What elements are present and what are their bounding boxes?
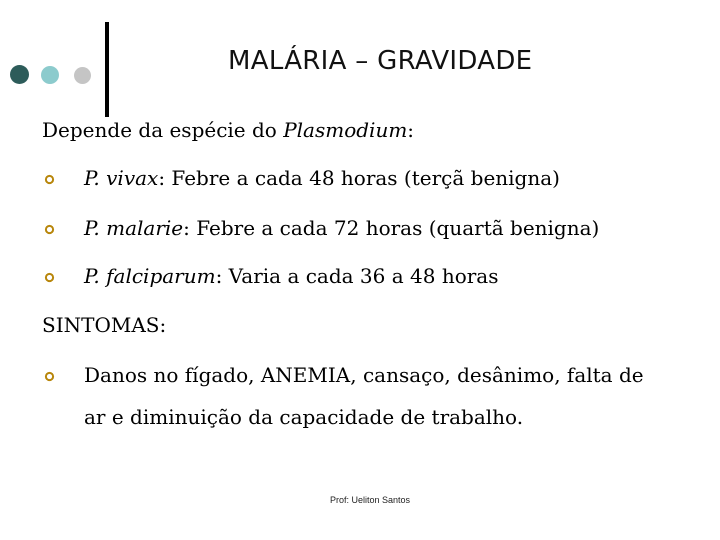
teal-dot-icon	[41, 66, 59, 84]
circle-bullet-icon	[44, 371, 55, 382]
footer-author: Prof: Ueliton Santos	[330, 495, 411, 505]
intro-suffix: :	[407, 118, 415, 142]
species-desc: : Febre a cada 48 horas (terçã benigna)	[158, 166, 560, 190]
species-name: P. falciparum	[84, 264, 216, 288]
intro-italic: Plasmodium	[283, 118, 408, 142]
gray-dot-icon	[74, 67, 91, 84]
circle-bullet-icon	[44, 224, 55, 235]
circle-bullet-icon	[44, 174, 55, 185]
dark-dot-icon	[10, 65, 29, 84]
list-item	[84, 166, 560, 190]
symptom-line-2: ar e diminuição da capacidade de trabalho.	[84, 405, 524, 429]
intro-line	[42, 118, 414, 142]
slide-title: MALÁRIA – GRAVIDADE	[228, 46, 533, 76]
list-item	[84, 264, 499, 288]
species-name: P. vivax	[84, 166, 159, 190]
species-desc: : Febre a cada 72 horas (quartã benigna)	[183, 216, 600, 240]
species-name: P. malarie	[84, 216, 184, 240]
species-desc: : Varia a cada 36 a 48 horas	[215, 264, 499, 288]
intro-text: Depende da espécie do	[42, 118, 284, 142]
section-heading: SINTOMAS:	[42, 313, 167, 337]
list-item	[84, 216, 599, 240]
title-divider	[105, 22, 109, 117]
symptom-line-1: Danos no fígado, ANEMIA, cansaço, desânimo, falta de	[84, 363, 644, 387]
circle-bullet-icon	[44, 272, 55, 283]
